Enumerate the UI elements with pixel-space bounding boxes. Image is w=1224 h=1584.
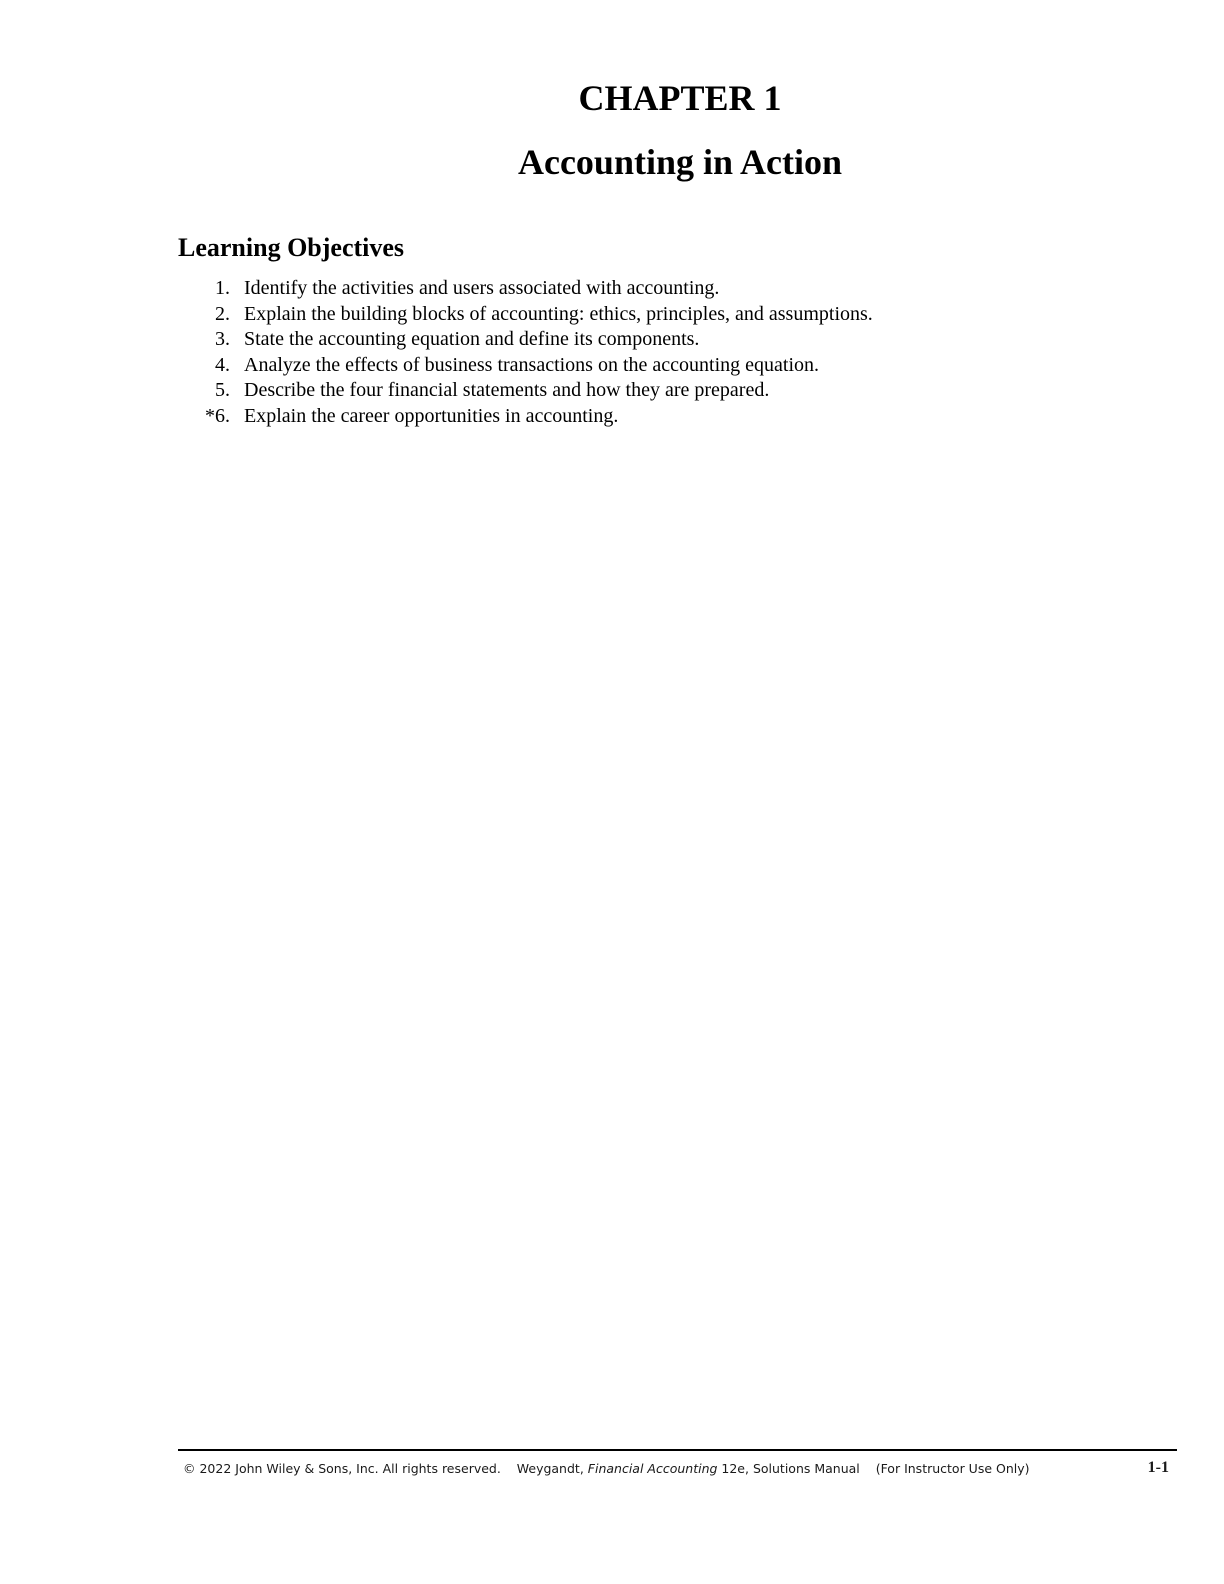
footer-divider [178,1449,1177,1451]
footer-book-title: Financial Accounting [587,1461,718,1476]
footer-author: Weygandt, [516,1461,584,1476]
objective-number: 4. [215,353,230,376]
page-footer [183,1459,1175,1479]
objective-number: 3. [215,328,230,351]
list-item [178,302,1078,328]
chapter-label: CHAPTER 1 [578,78,782,118]
objective-number: 1. [215,277,230,299]
objective-text: Explain the career opportunities in accounting. [244,404,619,427]
footer-edition: 12e, Solutions Manual [721,1461,860,1476]
objective-number: *6. [205,404,230,427]
footer-copyright: © 2022 John Wiley & Sons, Inc. All rights reserved. [183,1461,501,1476]
objective-number: 5. [215,379,230,402]
objective-number: 2. [215,302,230,325]
footer-note: (For Instructor Use Only) [875,1461,1030,1476]
page-number: 1-1 [1147,1459,1169,1476]
objective-text: Analyze the effects of business transactions on the accounting equation. [244,353,820,376]
objective-text: Describe the four financial statements and how they are prepared. [244,379,770,402]
list-item [178,404,1078,430]
objective-text: Identify the activities and users associated with accounting. [244,277,720,299]
footer-credit [183,1459,1030,1479]
objective-text: Explain the building blocks of accounting: ethics, principles, and assumptions. [244,302,873,325]
objective-text: State the accounting equation and define its components. [244,328,700,351]
list-item [178,327,1078,353]
list-item [178,276,1078,302]
chapter-title: Accounting in Action [517,142,843,182]
learning-objectives-list [178,276,1078,430]
list-item [178,353,1078,379]
list-item [178,378,1078,404]
section-heading: Learning Objectives [178,233,405,262]
